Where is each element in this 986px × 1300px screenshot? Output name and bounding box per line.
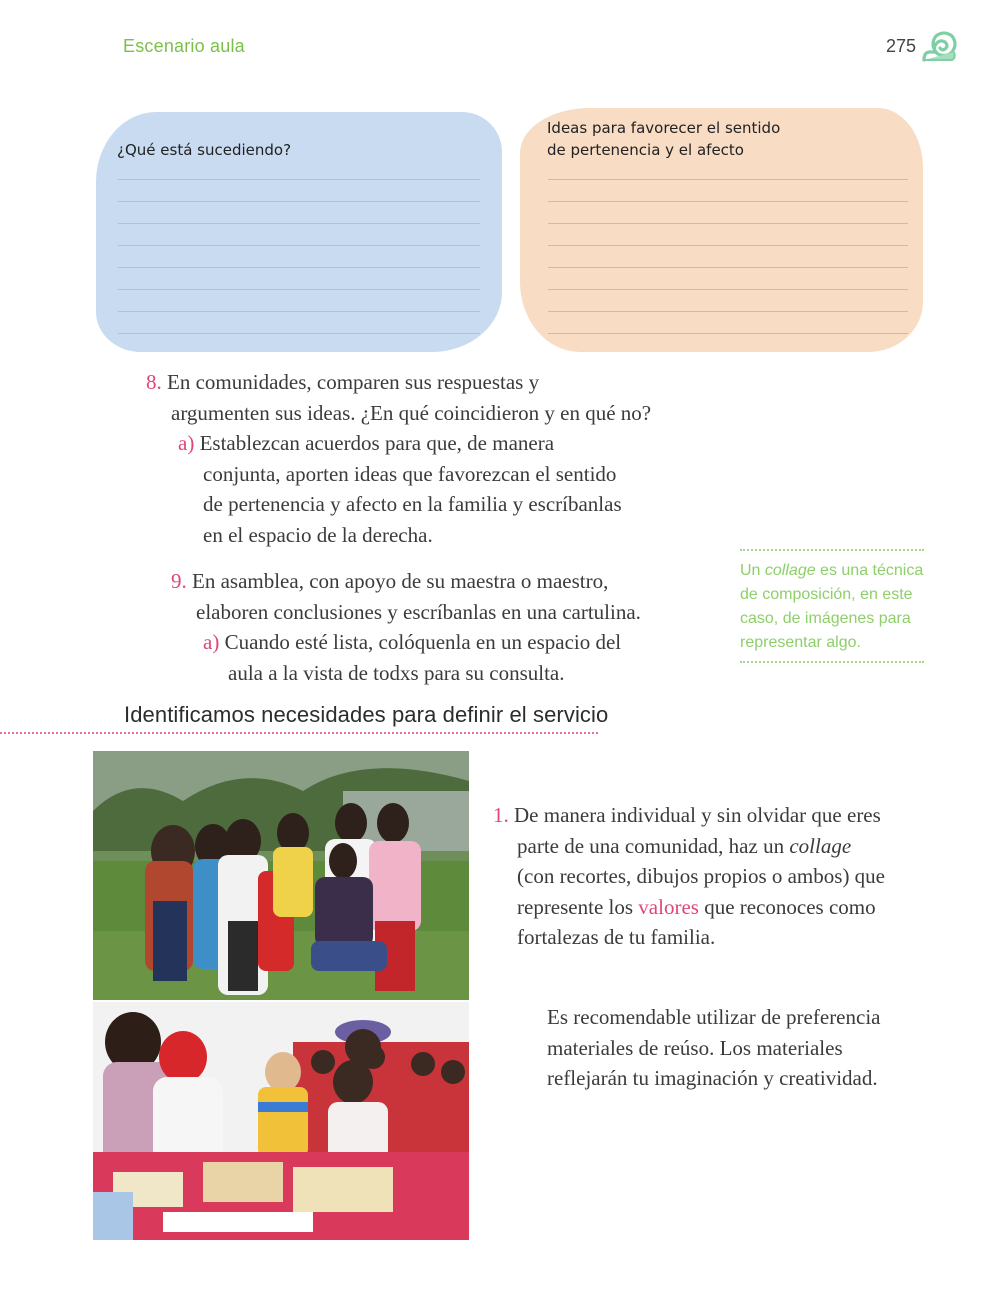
item-8-line2: argumenten sus ideas. ¿En qué coincidieron y en qué no? — [171, 400, 652, 425]
note-line3: caso, de imágenes para — [740, 610, 911, 627]
step-1-line5: fortalezas de tu familia. — [517, 925, 716, 949]
activity-item-8 — [146, 367, 651, 550]
note-line4: representar algo. — [740, 634, 861, 651]
recommendation-line2: materiales de reúso. Los materiales — [547, 1035, 843, 1060]
recommendation-text — [547, 1002, 880, 1094]
box-title-what-is-happening: ¿Qué está sucediendo? — [117, 141, 292, 159]
step-1-line4-end: que reconoces como — [698, 894, 876, 919]
step-1-line1: De manera individual y sin olvidar que eres — [514, 803, 881, 827]
children-crafting-photo — [93, 1002, 469, 1240]
item-9a-label: a) — [203, 630, 220, 654]
activity-item-9 — [171, 566, 641, 688]
note-line2: de composición, en este — [740, 586, 913, 603]
step-1-line4: represente los — [517, 894, 639, 919]
note-term: collage — [764, 562, 816, 579]
section-divider — [0, 732, 598, 734]
family-group-photo — [93, 751, 469, 1000]
item-8a-label: a) — [178, 431, 195, 455]
note-text: es una técnica — [815, 562, 924, 579]
step-1-line3: (con recortes, dibujos propios o ambos) que — [517, 864, 886, 888]
snail-spiral-icon — [922, 30, 958, 62]
item-8a-line2: conjunta, aporten ideas que favorezcan el sentido — [203, 461, 617, 486]
page-number: 275 — [886, 36, 917, 56]
item-9-number: 9. — [171, 569, 187, 593]
item-9-line2: elaboren conclusiones y escríbanlas en una cartulina. — [196, 599, 641, 624]
step-1-line2: parte de una comunidad, haz un — [517, 833, 790, 858]
step-1 — [493, 800, 885, 953]
item-8a-line1: Establezcan acuerdos para que, de manera — [199, 431, 555, 455]
recommendation-line1: Es recomendable utilizar de preferencia — [547, 1005, 881, 1029]
note-text: Un — [740, 562, 765, 579]
box-title-ideas — [547, 117, 780, 161]
item-8-number: 8. — [146, 370, 162, 394]
glossary-note — [740, 549, 924, 663]
recommendation-line3: reflejarán tu imaginación y creatividad. — [547, 1066, 878, 1090]
item-8-line1: En comunidades, comparen sus respuestas y — [167, 370, 540, 394]
valores-link[interactable]: valores — [638, 894, 699, 919]
box-title-ideas-line1: Ideas para favorecer el sentido — [547, 119, 781, 137]
step-1-term: collage — [789, 833, 852, 858]
step-1-number: 1. — [493, 803, 509, 827]
item-8a-line3: de pertenencia y afecto en la familia y escríbanlas — [203, 492, 622, 516]
section-heading: Identificamos necesidades para definir el servicio — [124, 702, 609, 727]
box-title-ideas-line2: de pertenencia y el afecto — [547, 141, 744, 159]
item-8a-line4: en el espacio de la derecha. — [203, 522, 433, 547]
item-9a-line1: Cuando esté lista, colóquenla en un espacio del — [224, 630, 622, 654]
section-header: Escenario aula — [123, 36, 245, 56]
item-9-line1: En asamblea, con apoyo de su maestra o maestro, — [192, 569, 609, 593]
item-9a-line2: aula a la vista de todxs para su consulta. — [228, 660, 565, 685]
